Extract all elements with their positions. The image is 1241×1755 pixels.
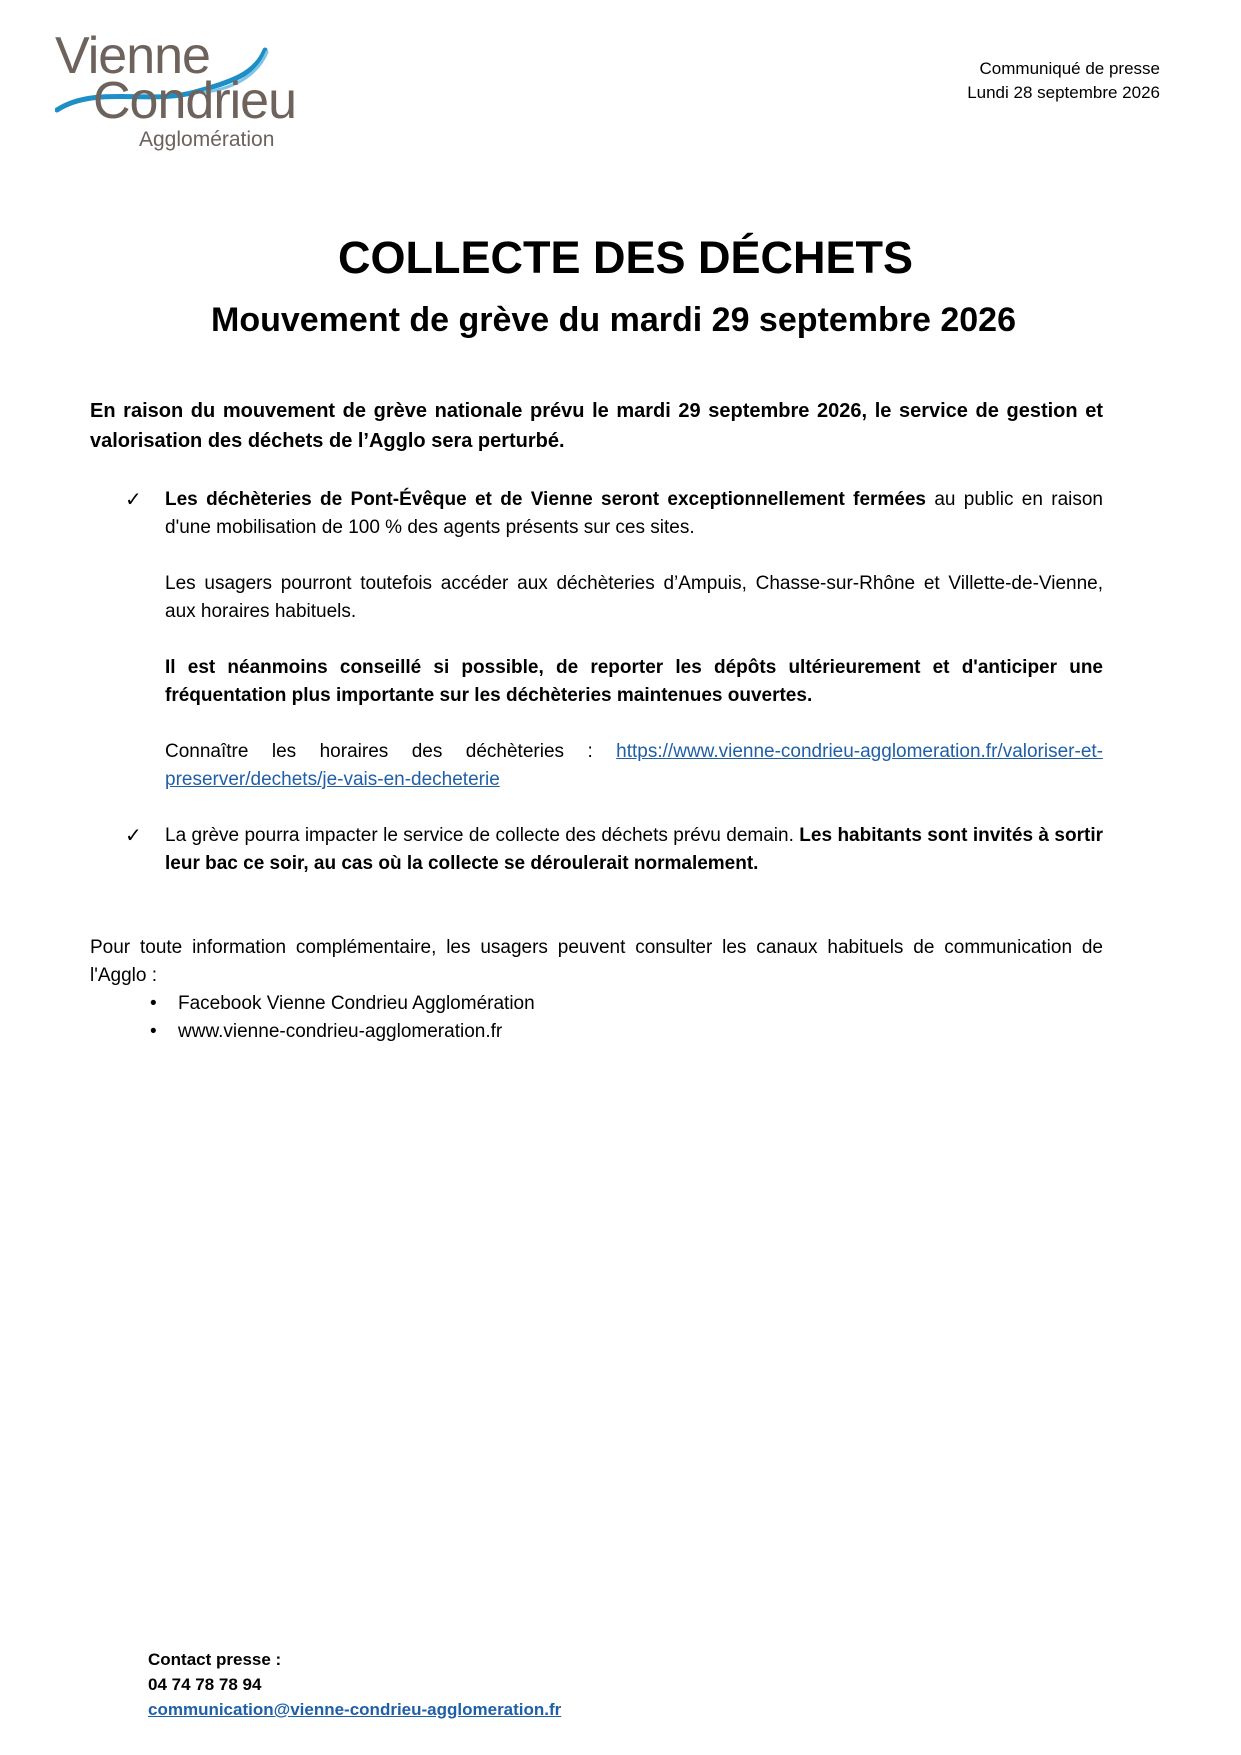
info-section	[90, 934, 1103, 1046]
hours-label: Connaître les horaires des déchèteries :	[165, 741, 617, 762]
document-type: Communiqué de presse	[979, 59, 1160, 78]
title-text: COLLECTE DES DÉCHETS	[337, 232, 914, 283]
press-contact	[148, 1647, 561, 1722]
contact-email-link[interactable]: communication@vienne-condrieu-agglomeration.fr	[148, 1700, 562, 1719]
page-subtitle	[0, 297, 1241, 343]
closure-bold-text: Les déchèteries de Pont-Évêque et de Vienne seront exceptionnellement fermées	[165, 489, 926, 510]
info-paragraph: Pour toute information complémentaire, les usagers peuvent consulter les canaux habituels de communication de l'Agglo :	[90, 937, 1103, 986]
document-date: Lundi 28 septembre 2026	[967, 83, 1160, 102]
closure-paragraph	[165, 486, 1103, 542]
collection-text: La grève pourra impacter le service de collecte des déchets prévu demain.	[165, 825, 800, 846]
collection-paragraph	[165, 822, 1103, 878]
subtitle-text: Mouvement de grève du mardi 29 septembre 2026	[211, 301, 1016, 339]
alternatives-paragraph: Les usagers pourront toutefois accéder aux déchèteries d’Ampuis, Chasse-sur-Rhône et Villette-de-Vienne, aux horaires habituels.	[165, 573, 1103, 622]
agglo-logo	[55, 27, 297, 155]
closure-rest-text: au public en raison d'une mobilisation de 100 % des agents présents sur ces sites.	[165, 489, 1103, 538]
logo-word-condrieu: Condrieu	[93, 72, 297, 130]
checkmark-icon: ✓	[125, 489, 142, 511]
hours-link[interactable]: https://www.vienne-condrieu-agglomeration.fr/valoriser-et-preserver/dechets/je-vais-en-decheterie	[165, 741, 1103, 790]
bullet-icon: •	[150, 993, 157, 1014]
collection-bold-text: Les habitants sont invités à sortir leur bac ce soir, au cas où la collecte se déroulerait normalement.	[165, 825, 1103, 874]
intro-paragraph: En raison du mouvement de grève nationale prévu le mardi 29 septembre 2026, le service de gestion et valorisation des déchets de l’Agglo sera perturbé.	[90, 400, 1103, 452]
advice-paragraph: Il est néanmoins conseillé si possible, de reporter les dépôts ultérieurement et d'anticiper une fréquentation plus importante sur les déchèteries maintenues ouvertes.	[165, 657, 1103, 706]
logo-word-vienne: Vienne	[55, 27, 210, 85]
page-title	[0, 230, 1241, 286]
contact-phone: 04 74 78 78 94	[148, 1675, 262, 1694]
main-content	[90, 396, 1103, 1046]
checklist-item-collecte	[90, 822, 1103, 878]
hours-paragraph	[165, 738, 1103, 794]
bullet-icon: •	[150, 1021, 157, 1042]
checklist-item-dechetteries	[90, 486, 1103, 794]
list-item	[150, 1018, 1103, 1046]
channel-website: www.vienne-condrieu-agglomeration.fr	[178, 1021, 503, 1042]
list-item	[150, 990, 1103, 1018]
channel-facebook: Facebook Vienne Condrieu Agglomération	[178, 993, 535, 1014]
contact-label: Contact presse :	[148, 1650, 282, 1669]
logo-word-agglomeration: Agglomération	[139, 128, 275, 151]
channels-list	[90, 990, 1103, 1046]
press-header	[967, 57, 1160, 105]
checkmark-icon: ✓	[125, 825, 142, 847]
